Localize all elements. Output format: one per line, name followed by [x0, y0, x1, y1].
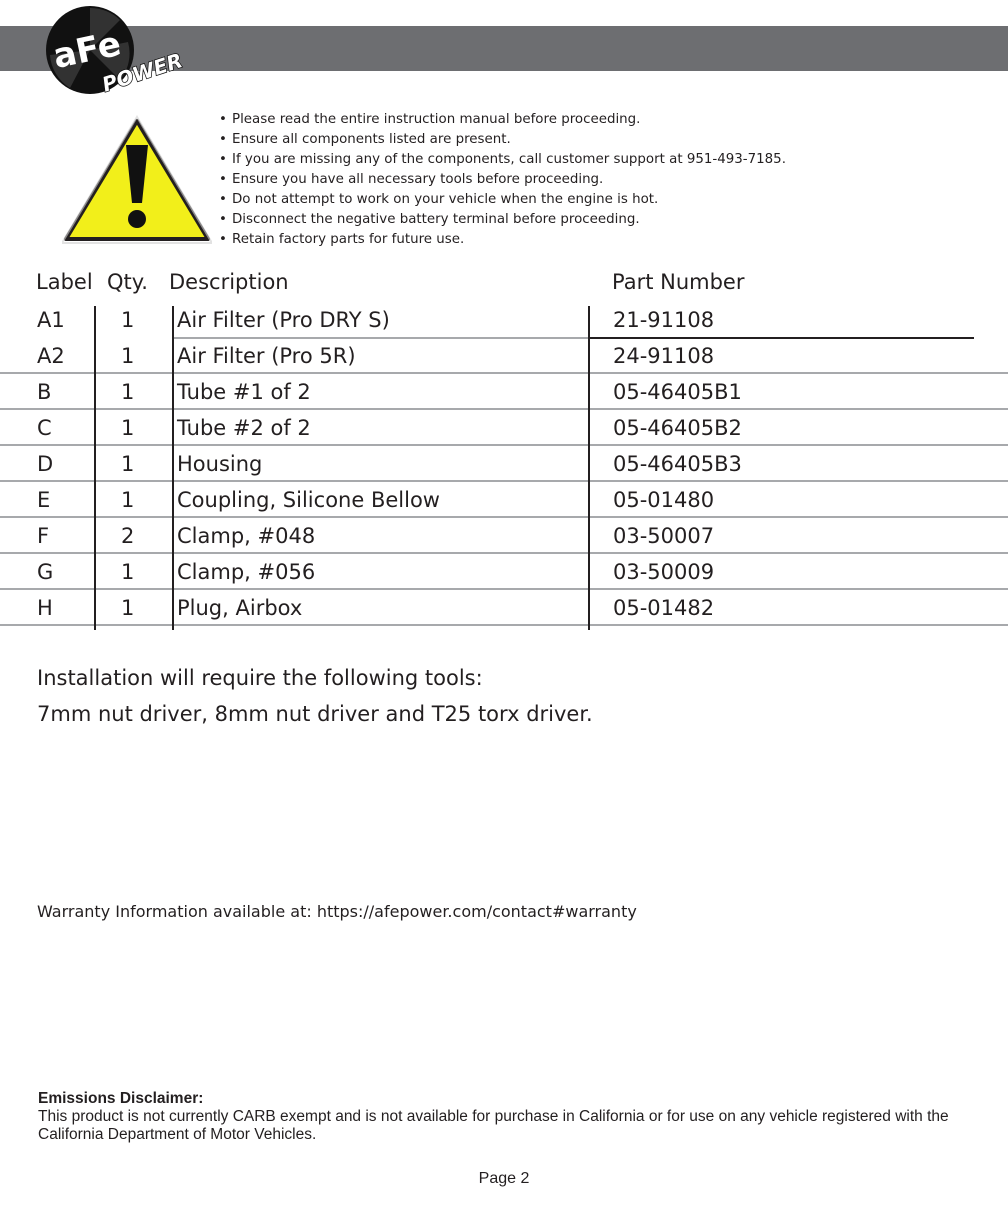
warning-item: • Disconnect the negative battery terminal before proceeding. — [218, 210, 786, 230]
cell-qty: 1 — [121, 308, 135, 332]
parts-table — [0, 302, 1008, 626]
cell-qty: 1 — [121, 416, 135, 440]
cell-description: Air Filter (Pro 5R) — [177, 344, 356, 368]
tools-intro: Installation will require the following tools: — [37, 666, 483, 690]
table-row — [0, 338, 1008, 374]
logo-subtext: POWER — [99, 48, 186, 97]
cell-qty: 1 — [121, 596, 135, 620]
cell-part-number: 05-46405B3 — [613, 452, 742, 476]
cell-label: C — [37, 416, 52, 440]
warning-item: • Do not attempt to work on your vehicle when the engine is hot. — [218, 190, 786, 210]
table-row — [0, 410, 1008, 446]
cell-qty: 1 — [121, 452, 135, 476]
table-row — [0, 590, 1008, 626]
cell-label: F — [37, 524, 50, 548]
cell-description: Tube #1 of 2 — [177, 380, 311, 404]
tools-section — [37, 660, 593, 732]
warnings-list — [218, 110, 786, 250]
cell-part-number: 05-01480 — [613, 488, 715, 512]
cell-description: Tube #2 of 2 — [177, 416, 311, 440]
cell-label: H — [37, 596, 53, 620]
column-divider — [588, 306, 590, 630]
header-qty: Qty. — [107, 270, 148, 294]
cell-description: Clamp, #056 — [177, 560, 316, 584]
warranty-info: Warranty Information available at: https://afepower.com/contact#warranty — [37, 902, 637, 921]
column-divider — [172, 306, 174, 630]
cell-qty: 1 — [121, 380, 135, 404]
header-label: Label — [36, 270, 93, 294]
table-row — [0, 374, 1008, 410]
cell-description: Clamp, #048 — [177, 524, 316, 548]
cell-qty: 2 — [121, 524, 135, 548]
cell-qty: 1 — [121, 488, 135, 512]
cell-label: D — [37, 452, 54, 476]
logo-text: aFe — [49, 23, 125, 78]
cell-label: A2 — [37, 344, 65, 368]
cell-qty: 1 — [121, 344, 135, 368]
cell-part-number: 05-46405B2 — [613, 416, 742, 440]
cell-part-number: 21-91108 — [613, 308, 715, 332]
table-top-rule — [590, 337, 974, 339]
cell-description: Plug, Airbox — [177, 596, 303, 620]
cell-description: Coupling, Silicone Bellow — [177, 488, 440, 512]
header-part-number: Part Number — [612, 270, 745, 294]
warning-item: • Please read the entire instruction manual before proceeding. — [218, 110, 786, 130]
table-divider — [174, 337, 590, 339]
header-description: Description — [169, 270, 289, 294]
cell-label: B — [37, 380, 52, 404]
warning-item: • If you are missing any of the components, call customer support at 951-493-7185. — [218, 150, 786, 170]
disclaimer-body: This product is not currently CARB exempt and is not available for purchase in California or for use on any vehicle registered with the California Department of Motor Vehicles. — [38, 1108, 949, 1143]
cell-qty: 1 — [121, 560, 135, 584]
cell-description: Housing — [177, 452, 263, 476]
cell-part-number: 05-46405B1 — [613, 380, 742, 404]
cell-part-number: 24-91108 — [613, 344, 715, 368]
page-number: Page 2 — [478, 1170, 530, 1187]
table-row — [0, 518, 1008, 554]
table-row — [0, 482, 1008, 518]
disclaimer-title: Emissions Disclaimer: — [38, 1090, 204, 1107]
table-row — [0, 554, 1008, 590]
cell-label: G — [37, 560, 54, 584]
cell-part-number: 03-50007 — [613, 524, 715, 548]
tools-list: 7mm nut driver, 8mm nut driver and T25 torx driver. — [37, 702, 593, 726]
table-row — [0, 302, 1008, 338]
warning-triangle-icon — [62, 115, 212, 247]
warning-item: • Ensure you have all necessary tools before proceeding. — [218, 170, 786, 190]
warning-item: • Retain factory parts for future use. — [218, 230, 786, 250]
table-row — [0, 446, 1008, 482]
warning-item: • Ensure all components listed are present. — [218, 130, 786, 150]
cell-part-number: 05-01482 — [613, 596, 715, 620]
afe-power-logo — [40, 0, 200, 100]
parts-table-header — [0, 270, 1008, 300]
column-divider — [94, 306, 96, 630]
cell-label: E — [37, 488, 51, 512]
cell-label: A1 — [37, 308, 65, 332]
cell-part-number: 03-50009 — [613, 560, 715, 584]
cell-description: Air Filter (Pro DRY S) — [177, 308, 390, 332]
emissions-disclaimer — [38, 1090, 978, 1144]
